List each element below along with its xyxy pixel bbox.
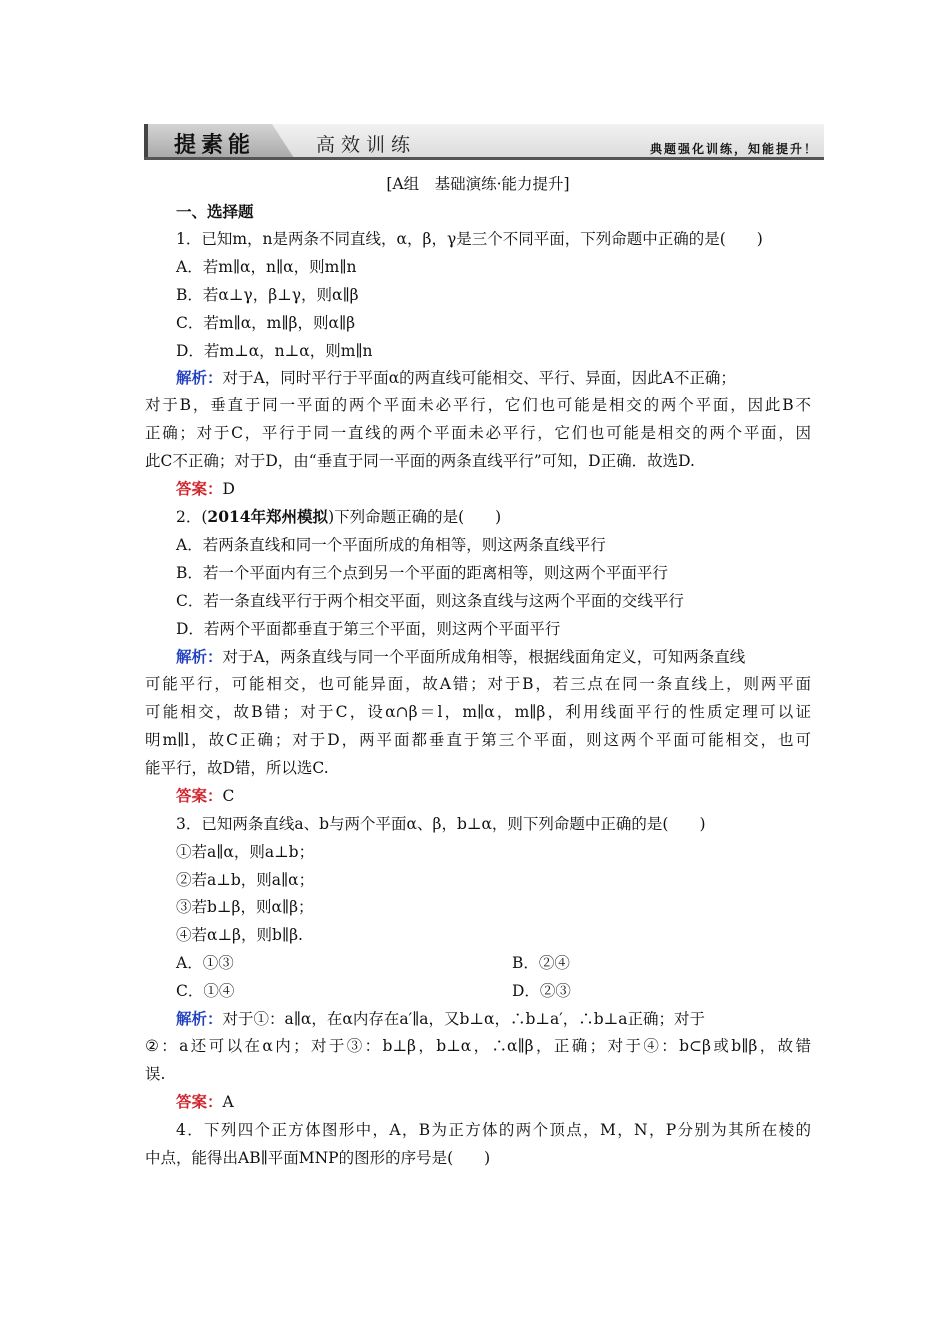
q2-source: 2014年郑州模拟 [207, 507, 329, 526]
q2-analysis-line-1 [176, 647, 842, 667]
q3-proposition-1: ①若a∥α，则a⊥b； [176, 843, 315, 861]
q3-answer-label: 答案： [176, 1092, 223, 1111]
q2-stem-text: )下列命题正确的是( ) [328, 508, 502, 526]
header-banner [144, 124, 824, 162]
banner-tab-title: 提素能 [174, 133, 256, 158]
q1-option-a: A．若m∥α，n∥α，则m∥n [176, 258, 357, 276]
q2-option-c: C．若一条直线平行于两个相交平面，则这条直线与这两个平面的交线平行 [176, 592, 684, 610]
q3-analysis-line-3: 误. [145, 1065, 166, 1083]
q2-answer [176, 786, 842, 806]
q3-proposition-2: ②若a⊥b，则a∥α； [176, 871, 315, 889]
q2-analysis-line-2: 可能平行，可能相交，也可能异面，故A错；对于B，若三点在同一条直线上，则两平面 [145, 675, 811, 693]
section-title: 一、选择题 [176, 202, 254, 221]
q1-analysis-line-4: 此C不正确；对于D，由“垂直于同一平面的两条直线平行”可知，D正确．故选D. [145, 452, 695, 470]
banner-slogan: 典题强化训练，知能提升！ [649, 142, 818, 156]
q1-analysis-line-3: 正确；对于C，平行于同一直线的两个平面未必平行，它们也可能是相交的两个平面，因 [145, 424, 811, 442]
q3-analysis-line-2: ②：a还可以在α内；对于③：b⊥β，b⊥α，∴α∥β，正确；对于④：b⊂β或b∥β，故错 [145, 1037, 811, 1055]
q4-stem-line-2: 中点，能得出AB∥平面MNP的图形的序号是( ) [145, 1149, 491, 1167]
group-title: [A组 基础演练·能力提升] [386, 175, 570, 193]
q3-analysis-label: 解析： [176, 1009, 223, 1028]
q2-option-b: B．若一个平面内有三个点到另一个平面的距离相等，则这两个平面平行 [176, 564, 668, 582]
q3-stem: 3．已知两条直线a、b与两个平面α、β，b⊥α，则下列命题中正确的是( ) [176, 815, 706, 833]
q2-analysis-line-5: 能平行，故D错，所以选C. [145, 759, 329, 777]
q3-option-b: B．②④ [512, 954, 570, 972]
q3-option-d: D．②③ [512, 982, 571, 1000]
q1-answer-value: D [222, 480, 235, 498]
q2-number: 2．( [176, 508, 208, 526]
q2-analysis-text-1: 对于A，两条直线与同一个平面所成角相等，根据线面角定义，可知两条直线 [222, 648, 746, 666]
banner-tab-edge [144, 124, 148, 158]
q3-option-c: C．①④ [176, 982, 235, 1000]
q3-option-a: A．①③ [176, 954, 234, 972]
q1-option-d: D．若m⊥α，n⊥α，则m∥n [176, 342, 373, 360]
q2-analysis-line-4: 明m∥l，故C正确；对于D，两平面都垂直于第三个平面，则这两个平面可能相交，也可 [145, 731, 811, 749]
q4-stem-line-1: 4．下列四个正方体图形中，A，B为正方体的两个顶点，M，N，P分别为其所在棱的 [176, 1121, 811, 1139]
q1-analysis-line-1 [176, 368, 842, 388]
q2-option-d: D．若两个平面都垂直于第三个平面，则这两个平面平行 [176, 620, 561, 638]
q2-answer-value: C [222, 787, 235, 805]
q3-proposition-4: ④若α⊥β，则b∥β. [176, 926, 303, 944]
q3-analysis-line-1 [176, 1009, 842, 1029]
q3-proposition-3: ③若b⊥β，则α∥β； [176, 898, 314, 916]
q2-option-a: A．若两条直线和同一个平面所成的角相等，则这两条直线平行 [176, 536, 606, 554]
q1-analysis-text-1: 对于A，同时平行于平面α的两直线可能相交、平行、异面，因此A不正确； [222, 369, 736, 387]
q3-answer-value: A [222, 1093, 234, 1111]
q1-option-b: B．若α⊥γ，β⊥γ，则α∥β [176, 286, 359, 304]
q2-stem [176, 507, 842, 527]
q1-option-c: C．若m∥α，m∥β，则α∥β [176, 314, 356, 332]
q3-analysis-text-1: 对于①：a∥α，在α内存在a′∥a，又b⊥α，∴b⊥a′，∴b⊥a正确；对于 [222, 1010, 705, 1028]
q2-analysis-line-3: 可能相交，故B错；对于C，设α∩β＝l，m∥α，m∥β，利用线面平行的性质定理可以证 [145, 703, 811, 721]
q1-stem: 1．已知m，n是两条不同直线，α，β，γ是三个不同平面，下列命题中正确的是( ) [176, 230, 763, 248]
q2-analysis-label: 解析： [176, 647, 223, 666]
banner-subtitle: 高效训练 [316, 134, 417, 156]
q1-answer [176, 479, 842, 499]
q1-analysis-line-2: 对于B，垂直于同一平面的两个平面未必平行，它们也可能是相交的两个平面，因此B不 [145, 396, 811, 414]
q2-answer-label: 答案： [176, 786, 223, 805]
q3-answer [176, 1092, 842, 1112]
q1-analysis-label: 解析： [176, 368, 223, 387]
q1-answer-label: 答案： [176, 479, 223, 498]
